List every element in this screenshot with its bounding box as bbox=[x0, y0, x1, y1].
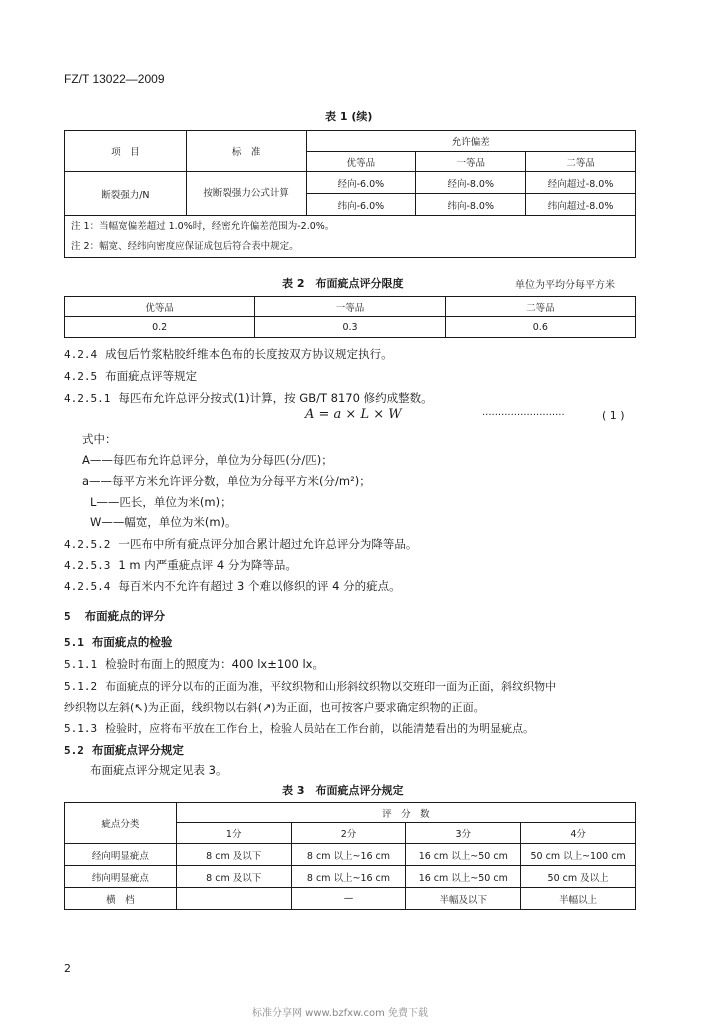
clause-4-2-5-4 bbox=[64, 578, 401, 594]
table3-row-label: 纬向明显疵点 bbox=[65, 866, 177, 888]
clause-text: 布面疵点评等规定 bbox=[105, 369, 198, 383]
clause-5-1-3 bbox=[64, 720, 534, 736]
table2-header: 一等品 bbox=[255, 297, 445, 317]
table1-cell: 纬向-8.0% bbox=[416, 194, 526, 216]
table3-cell-empty bbox=[176, 888, 291, 910]
formula-dots: ·························· bbox=[482, 410, 565, 421]
clause-number: 4.2.4 bbox=[64, 348, 98, 361]
formula-label: ( 1 ) bbox=[602, 409, 625, 422]
table3-header-4: 4分 bbox=[521, 823, 636, 844]
clause-number: 4.2.5.3 bbox=[64, 559, 111, 572]
clause-number: 4.2.5.1 bbox=[64, 392, 111, 405]
table3-cell: 半幅以上 bbox=[521, 888, 636, 910]
table-row bbox=[65, 844, 636, 866]
table-row bbox=[65, 866, 636, 888]
clause-5-1-2 bbox=[64, 678, 556, 694]
where-item: a——每平方米允许评分数，单位为分每平方米(分/m²)； bbox=[82, 474, 371, 488]
clause-number: 4.2.5.4 bbox=[64, 580, 111, 593]
section-number: 5.1 bbox=[64, 636, 84, 649]
table3-header-score: 评 分 数 bbox=[176, 803, 635, 823]
clause-4-2-4 bbox=[64, 346, 393, 362]
table1-note-1: 注 1：当幅宽偏差超过 1.0%时，经密允许偏差范围为-2.0%。 bbox=[71, 220, 335, 232]
table1-header-item: 项 目 bbox=[65, 131, 187, 172]
table3-cell: 8 cm 以上~16 cm bbox=[291, 866, 406, 888]
table2-header: 优等品 bbox=[65, 297, 255, 317]
clause-text: 每匹布允许总评分按式(1)计算，按 GB/T 8170 修约成整数。 bbox=[118, 391, 433, 405]
table1-cell: 纬向超过-8.0% bbox=[526, 194, 636, 216]
table2-caption: 表 2 布面疵点评分限度 bbox=[282, 277, 404, 290]
table2-value: 0.6 bbox=[445, 317, 635, 338]
table3-header-1: 1分 bbox=[176, 823, 291, 844]
table1-header-allowance: 允许偏差 bbox=[306, 131, 635, 152]
clause-text: 一匹布中所有疵点评分加合累计超过允许总评分为降等品。 bbox=[118, 537, 418, 551]
table1-cell: 纬向-6.0% bbox=[306, 194, 416, 216]
clause-text: 成包后竹浆粘胶纤维本色布的长度按双方协议规定执行。 bbox=[105, 347, 393, 361]
section-number: 5 bbox=[64, 610, 71, 623]
table3-header-3: 3分 bbox=[406, 823, 521, 844]
table-row bbox=[65, 888, 636, 910]
table3-cell: 16 cm 以上~50 cm bbox=[406, 866, 521, 888]
clause-4-2-5-1 bbox=[64, 390, 433, 406]
standard-number: FZ/T 13022—2009 bbox=[64, 72, 165, 86]
table2 bbox=[64, 296, 636, 338]
clause-text: 每百米内不允许有超过 3 个难以修织的评 4 分的疵点。 bbox=[118, 579, 401, 593]
table1-cell: 经向-6.0% bbox=[306, 172, 416, 194]
table1-cell: 经向-8.0% bbox=[416, 172, 526, 194]
table3-caption: 表 3 布面疵点评分规定 bbox=[282, 784, 404, 797]
table3-row-label: 横 档 bbox=[65, 888, 177, 910]
table1-header-standard: 标 准 bbox=[186, 131, 306, 172]
table3-cell: 50 cm 及以上 bbox=[521, 866, 636, 888]
clause-number: 5.1.1 bbox=[64, 658, 98, 671]
table1-header-grade1: 优等品 bbox=[306, 152, 416, 172]
clause-text: 布面疵点的评分以布的正面为准，平纹织物和山形斜纹织物以交班印一面为正面，斜纹织物中 bbox=[105, 680, 557, 693]
section-5-2-heading bbox=[64, 742, 184, 758]
clause-number: 5.1.2 bbox=[64, 680, 98, 693]
section-5-2-text: 布面疵点评分规定见表 3。 bbox=[90, 763, 228, 777]
table3-header-2: 2分 bbox=[291, 823, 406, 844]
table3-cell: 半幅及以下 bbox=[406, 888, 521, 910]
clause-text: 检验时，应将布平放在工作台上，检验人员站在工作台前，以能清楚看出的为明显疵点。 bbox=[105, 722, 535, 735]
page-number: 2 bbox=[64, 962, 71, 975]
clause-number: 5.1.3 bbox=[64, 722, 98, 735]
table2-value: 0.3 bbox=[255, 317, 445, 338]
table3-row-label: 经向明显疵点 bbox=[65, 844, 177, 866]
table3-cell: 8 cm 以上~16 cm bbox=[291, 844, 406, 866]
clause-text: 1 m 内严重疵点评 4 分为降等品。 bbox=[118, 558, 297, 572]
clause-4-2-5-3 bbox=[64, 557, 297, 573]
table1-caption: 表 1 (续) bbox=[325, 110, 373, 123]
table3-cell: 16 cm 以上~50 cm bbox=[406, 844, 521, 866]
where-item: A——每匹布允许总评分，单位为分每匹(分/匹)； bbox=[82, 453, 333, 467]
table1-header-grade3: 二等品 bbox=[526, 152, 636, 172]
table3-header-category: 疵点分类 bbox=[65, 803, 177, 844]
where-item: L——匹长，单位为米(m)； bbox=[90, 495, 232, 509]
clause-4-2-5-2 bbox=[64, 536, 417, 552]
section-title: 布面疵点的检验 bbox=[91, 635, 173, 649]
table2-unit: 单位为平均分每平方米 bbox=[515, 280, 615, 291]
section-title: 布面疵点的评分 bbox=[84, 609, 166, 623]
section-title: 布面疵点评分规定 bbox=[91, 743, 184, 757]
table3-cell: 8 cm 及以下 bbox=[176, 866, 291, 888]
clause-number: 4.2.5 bbox=[64, 370, 98, 383]
formula: A = a × L × W bbox=[305, 407, 402, 422]
section-number: 5.2 bbox=[64, 744, 84, 757]
clause-5-1-1 bbox=[64, 656, 324, 672]
table3-cell: 50 cm 以上~100 cm bbox=[521, 844, 636, 866]
clause-4-2-5 bbox=[64, 368, 197, 384]
table3-cell: — bbox=[291, 888, 406, 910]
table2-value: 0.2 bbox=[65, 317, 255, 338]
table1-header-grade2: 一等品 bbox=[416, 152, 526, 172]
table1-note-2: 注 2：幅宽、经纬向密度应保证成包后符合表中规定。 bbox=[71, 240, 299, 252]
table1-row-label: 断裂强力/N bbox=[65, 172, 187, 216]
table1-cell: 经向超过-8.0% bbox=[526, 172, 636, 194]
clause-5-1-2-continued: 纱织物以左斜(↖)为正面，线织物以右斜(↗)为正面，也可按客户要求确定织物的正面。 bbox=[64, 701, 485, 714]
table3 bbox=[64, 802, 636, 910]
where-title: 式中： bbox=[82, 432, 117, 446]
table1-standard-text: 按断裂强力公式计算 bbox=[186, 172, 306, 216]
footer-watermark: 标准分享网 www.bzfxw.com 免费下载 bbox=[252, 1008, 428, 1019]
clause-number: 4.2.5.2 bbox=[64, 538, 111, 551]
where-item: W——幅宽，单位为米(m)。 bbox=[90, 515, 237, 529]
section-5-heading bbox=[64, 608, 165, 624]
table1-notes bbox=[65, 216, 636, 258]
table3-cell: 8 cm 及以下 bbox=[176, 844, 291, 866]
table1 bbox=[64, 130, 636, 258]
table2-header: 二等品 bbox=[445, 297, 635, 317]
clause-text: 检验时布面上的照度为：400 lx±100 lx。 bbox=[105, 657, 324, 671]
section-5-1-heading bbox=[64, 634, 172, 650]
